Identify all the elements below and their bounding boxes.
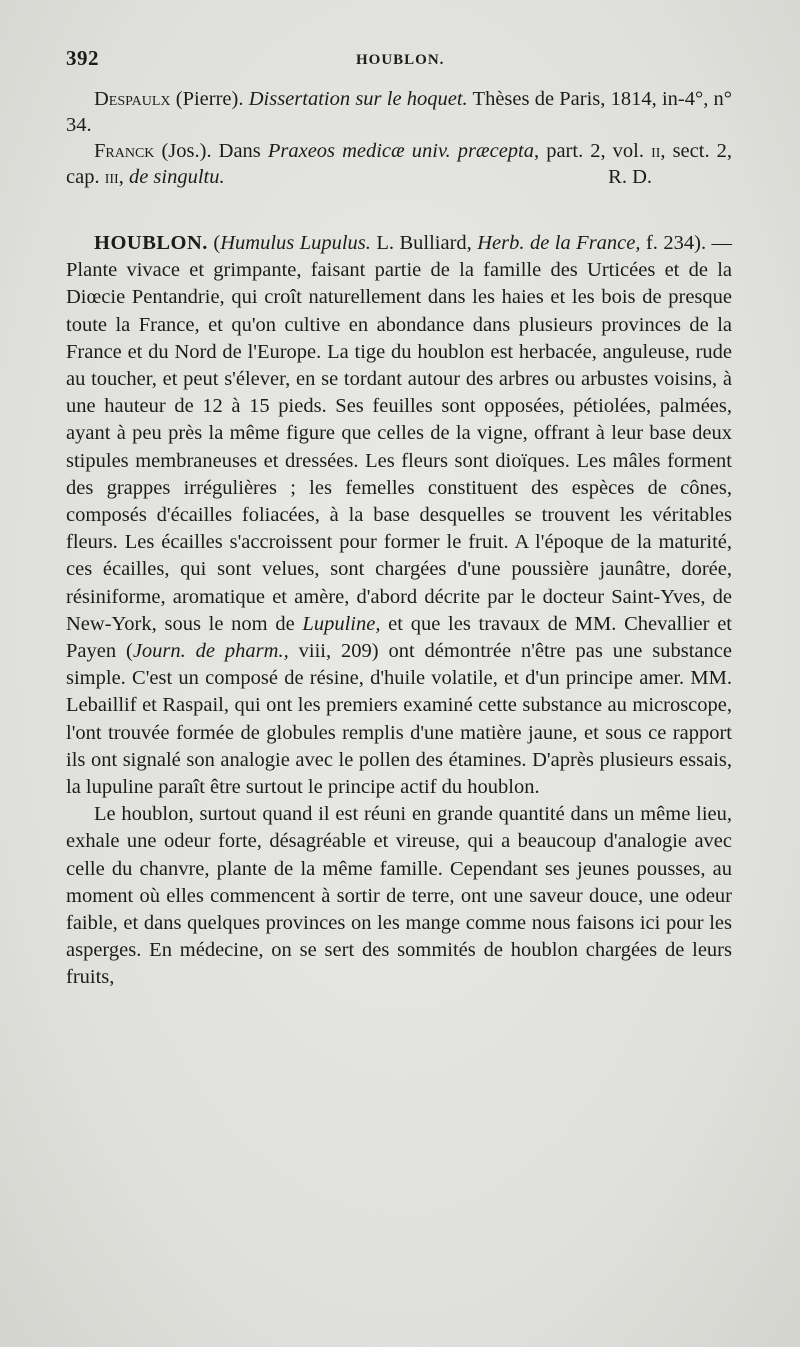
author-initials: R. D. [608, 166, 652, 188]
running-head: HOUBLON. [356, 52, 445, 68]
bib-rest: Thèses de Paris, 1814, in-4°, n° 34. [66, 88, 732, 136]
reference-title: Herb. de la France, [477, 232, 641, 254]
article-body [66, 230, 732, 992]
article-open: ( [207, 232, 221, 254]
article-text: f. 234). — Plante vivace et grimpante, faisant partie de la famille des Urticées et de la Diœcie Pentandrie, qui croît naturellement dans les haies et les bois de presque toute la France, et qu'on cultive en abondance dans plusieurs provinces de la France et du Nord de l'Europe. La tige du houblon est herbacée, anguleuse, rude au toucher, et peut s'élever, en se tordant autour des arbres ou arbustes voisins, à une hauteur de 12 à 15 pieds. Ses feuilles sont opposées, pétiolées, palmées, ayant à peu près la même figure que celles de la vigne, offrant à leur base deux stipules membraneuses et dressées. Les fleurs sont dioïques. Les mâles forment des grappes irrégulières ; les femelles constituent des espèces de cônes, composés d'écailles foliacées, à la base desquelles se trouvent les véritables fleurs. Les écailles s'accroissent pour former le fruit. A l'époque de la maturité, ces écailles, qui sont velues, sont chargées d'une poussière jaunâtre, dorée, résiniforme, aromatique et amère, d'abord décrite par le docteur Saint-Yves, de New-York, sous le nom de [66, 232, 733, 635]
bib-title: Praxeos medicæ univ. præcepta [267, 140, 535, 162]
article-headword: HOUBLON. [94, 232, 208, 254]
article-paragraph [66, 230, 732, 801]
bib-rest: , part. 2, vol. [534, 140, 652, 162]
page-number: 392 [66, 46, 99, 70]
bib-volume: ii [651, 140, 661, 162]
bibliography-entry [66, 86, 732, 138]
bib-author: Despaulx [94, 88, 171, 110]
bib-chapter: iii [104, 166, 119, 188]
lupuline-term: Lupuline, [302, 612, 381, 635]
bib-rest3: , [118, 166, 129, 188]
article-text-2: viii, 209) ont démontrée n'être pas une substance simple. C'est un composé de résine, d'huile volatile, et d'un principe amer. MM. Lebaillif et Raspail, qui ont les premiers examiné cette substance au microscope, l'ont trouvée formée de globules remplis d'une matière jaune, et sous ce rapport ils ont signalé son analogie avec le pollen des étamines. D'après plusieurs essais, la lupuline paraît être surtout le principe actif du houblon. [66, 640, 732, 799]
article-ref3: et que les travaux de MM. Chevallier et Payen ( [66, 612, 732, 663]
bib-author-rest: (Jos.). Dans [154, 140, 268, 162]
bibliography-entry [66, 138, 732, 190]
article-ref1: L. Bulliard, [370, 232, 478, 254]
bib-title: Dissertation sur le hoquet. [248, 88, 468, 110]
bibliography-section [66, 86, 732, 190]
bib-author: Franck [94, 140, 155, 162]
page-header [66, 46, 736, 76]
bib-title-2: de singultu. [128, 166, 225, 188]
latin-name: Humulus Lupulus. [220, 232, 371, 254]
bib-rest2: , sect. 2, cap. [66, 140, 732, 188]
journal-title: Journ. de pharm., [132, 640, 289, 663]
bib-author-rest: (Pierre). [170, 88, 249, 110]
article-paragraph-2: Le houblon, surtout quand il est réuni en grande quantité dans un même lieu, exhale une odeur forte, désagréable et vireuse, qui a beaucoup d'analogie avec celle du chanvre, plante de la même famille. Cependant ses jeunes pousses, au moment où elles commencent à sortir de terre, ont une saveur douce, une odeur faible, et dans quelques provinces on les mange comme nous faisons ici pour les asperges. En médecine, on se sert des sommités de houblon chargées de leurs fruits, [66, 803, 732, 989]
